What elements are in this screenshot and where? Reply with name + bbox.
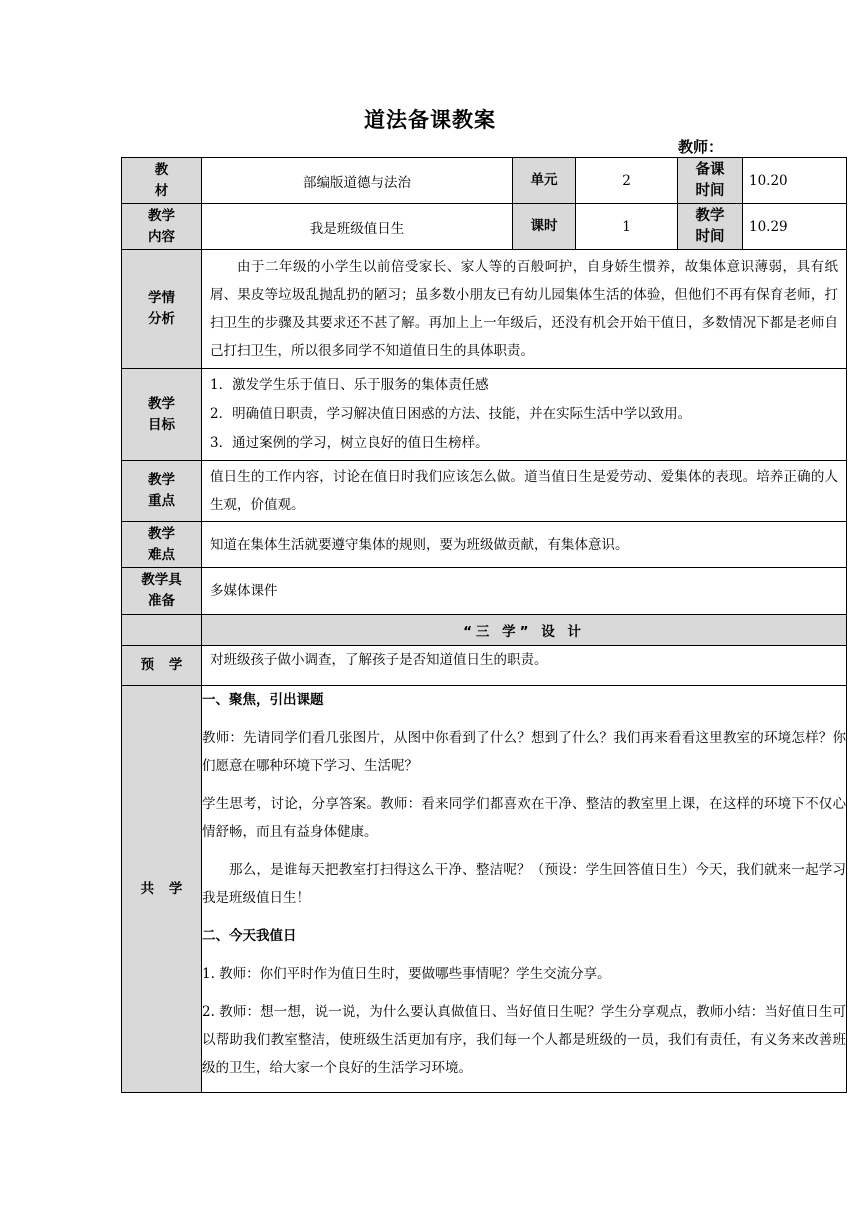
key-points-row xyxy=(122,461,847,522)
goals-label: 教学 目标 xyxy=(122,369,202,461)
key-points-cell xyxy=(202,461,847,522)
materials-row xyxy=(122,568,847,615)
design-header: “三 学” 设 计 xyxy=(202,615,847,646)
lesson-plan-table xyxy=(121,157,847,1093)
preview-label: 预 学 xyxy=(122,646,202,686)
content-row xyxy=(122,204,847,250)
difficulties-cell xyxy=(202,522,847,568)
co-learning-label: 共 学 xyxy=(122,686,202,1093)
section-heading: 二、今天我值日 xyxy=(202,928,297,944)
key-points-label: 教学 重点 xyxy=(122,461,202,522)
design-header-blank xyxy=(122,615,202,646)
difficulties-row xyxy=(122,522,847,568)
co-learning-paragraph: 学生思考，讨论，分享答案。教师：看来同学们都喜欢在干净、整洁的教室里上课，在这样的环境下不仅心情舒畅，而且有益身体健康。 xyxy=(202,796,846,840)
goal-item: 2．明确值日职责，学习解决值日困惑的方法、技能，并在实际生活中学以致用。 xyxy=(210,406,692,422)
co-learning-body xyxy=(202,686,846,1082)
period-value: 1 xyxy=(576,204,678,250)
goal-item: 1．激发学生乐于值日、乐于服务的集体责任感 xyxy=(210,377,489,393)
period-label: 课时 xyxy=(513,204,576,250)
prep-time-value: 10.20 xyxy=(743,158,847,204)
goal-item: 3．通过案例的学习，树立良好的值日生榜样。 xyxy=(210,435,489,451)
difficulties-text: 知道在集体生活就要遵守集体的规则，要为班级做贡献，有集体意识。 xyxy=(210,536,629,553)
content-label: 教学 内容 xyxy=(122,204,202,250)
co-learning-paragraph: 1. 教师：你们平时作为值日生时，要做哪些事情呢？学生交流分享。 xyxy=(202,966,611,982)
co-learning-row xyxy=(122,686,847,1093)
goals-cell xyxy=(202,369,847,461)
analysis-row xyxy=(122,250,847,369)
co-learning-paragraph: 那么，是谁每天把教室打扫得这么干净、整洁呢？（预设：学生回答值日生）今天，我们就来一起学习我是班级值日生！ xyxy=(202,862,846,906)
analysis-label: 学情 分析 xyxy=(122,250,202,369)
preview-row xyxy=(122,646,847,686)
unit-value: 2 xyxy=(576,158,678,204)
textbook-row xyxy=(122,158,847,204)
materials-cell xyxy=(202,568,847,615)
teach-time-label: 教学 时间 xyxy=(678,204,743,250)
difficulties-label: 教学 难点 xyxy=(122,522,202,568)
unit-label: 单元 xyxy=(513,158,576,204)
analysis-cell xyxy=(202,250,847,369)
section-heading: 一、聚焦，引出课题 xyxy=(202,692,324,708)
materials-label: 教学具 准备 xyxy=(122,568,202,615)
co-learning-paragraph: 2. 教师：想一想，说一说，为什么要认真做值日、当好值日生呢？学生分享观点，教师小结：当好值日生可以帮助我们教室整洁，使班级生活更加有序，我们每一个人都是班级的一员，我们有责任，有义务来改善班级的卫生，给大家一个良好的生活学习环境。 xyxy=(202,1004,846,1076)
design-header-row xyxy=(122,615,847,646)
co-learning-cell xyxy=(202,686,847,1093)
teacher-label: 教师： xyxy=(678,138,724,156)
materials-text: 多媒体课件 xyxy=(210,583,278,599)
document-title: 道法备课教案 xyxy=(364,108,496,132)
co-learning-paragraph: 教师：先请同学们看几张图片，从图中你看到了什么？想到了什么？我们再来看看这里教室的环境怎样？你们愿意在哪种环境下学习、生活呢？ xyxy=(202,730,846,774)
content-value: 我是班级值日生 xyxy=(202,204,513,250)
analysis-text: 由于二年级的小学生以前倍受家长、家人等的百般呵护，自身娇生惯养，故集体意识薄弱，具有纸屑、果皮等垃圾乱抛乱扔的陋习；虽多数小朋友已有幼儿园集体生活的体验，但他们不再有保育老师，打扫卫生的步骤及其要求还不甚了解。再加上上一年级后，还没有机会开始干值日，多数情况下都是老师自己打扫卫生，所以很多同学不知道值日生的具体职责。 xyxy=(210,259,838,359)
textbook-label: 教 材 xyxy=(122,158,202,204)
key-points-text: 值日生的工作内容，讨论在值日时我们应该怎么做。道当值日生是爱劳动、爱集体的表现。培养正确的人生观，价值观。 xyxy=(210,469,838,513)
teach-time-value: 10.29 xyxy=(743,204,847,250)
textbook-value: 部编版道德与法治 xyxy=(202,158,513,204)
goals-row xyxy=(122,369,847,461)
prep-time-label: 备课 时间 xyxy=(678,158,743,204)
preview-text: 对班级孩子做小调查，了解孩子是否知道值日生的职责。 xyxy=(210,652,548,668)
preview-cell xyxy=(202,646,847,686)
